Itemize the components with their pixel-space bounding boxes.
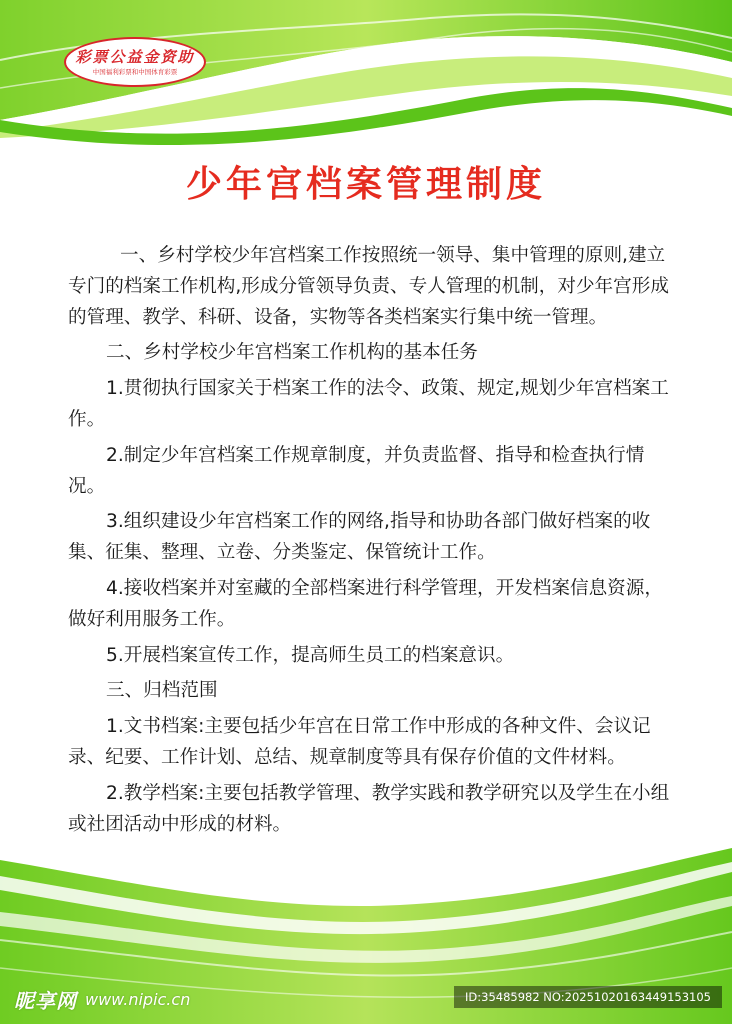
paragraph: 4.接收档案并对室藏的全部档案进行科学管理，开发档案信息资源，做好利用服务工作。	[68, 577, 663, 630]
section-heading: 三、归档范围	[106, 680, 218, 702]
paragraph: 3.组织建设少年宫档案工作的网络,指导和协助各部门做好档案的收集、征集、整理、立卷、分类鉴定、保管统计工作。	[68, 511, 651, 564]
paragraph: 2.制定少年宫档案工作规章制度，并负责监督、指导和检查执行情况。	[68, 444, 645, 497]
paragraph: 一、乡村学校少年宫档案工作按照统一领导、集中管理的原则,建立专门的档案工作机构,形成分管领导负责、专人管理的机制，对少年宫形成的管理、教学、科研、设备，实物等各类档案实行集中统一管理。	[68, 245, 669, 328]
watermark-url: www.nipic.cn	[85, 989, 191, 1009]
logo-main-text: 彩票公益金资助	[75, 47, 195, 66]
paragraph: 2.教学档案:主要包括教学管理、教学实践和教学研究以及学生在小组或社团活动中形成的材料。	[68, 782, 670, 835]
section-heading: 二、乡村学校少年宫档案工作机构的基本任务	[106, 342, 478, 364]
paragraph: 1.贯彻执行国家关于档案工作的法令、政策、规定,规划少年宫档案工作。	[68, 378, 669, 430]
paragraph: 5.开展档案宣传工作，提高师生员工的档案意识。	[106, 644, 515, 666]
paragraph: 1.文书档案:主要包括少年宫在日常工作中形成的各种文件、会议记录、纪要、工作计划、总结、规章制度等具有保存价值的文件材料。	[68, 716, 651, 768]
lottery-fund-logo	[64, 37, 206, 87]
document-body	[68, 241, 672, 840]
document-title: 少年宫档案管理制度	[185, 164, 546, 205]
watermark-logo: 昵享网	[14, 988, 77, 1013]
image-id-badge: ID:35485982 NO:20251020163449153105	[454, 986, 722, 1008]
logo-sub-text: 中国福利彩票和中国体育彩票	[92, 67, 178, 76]
site-watermark	[14, 986, 190, 1012]
